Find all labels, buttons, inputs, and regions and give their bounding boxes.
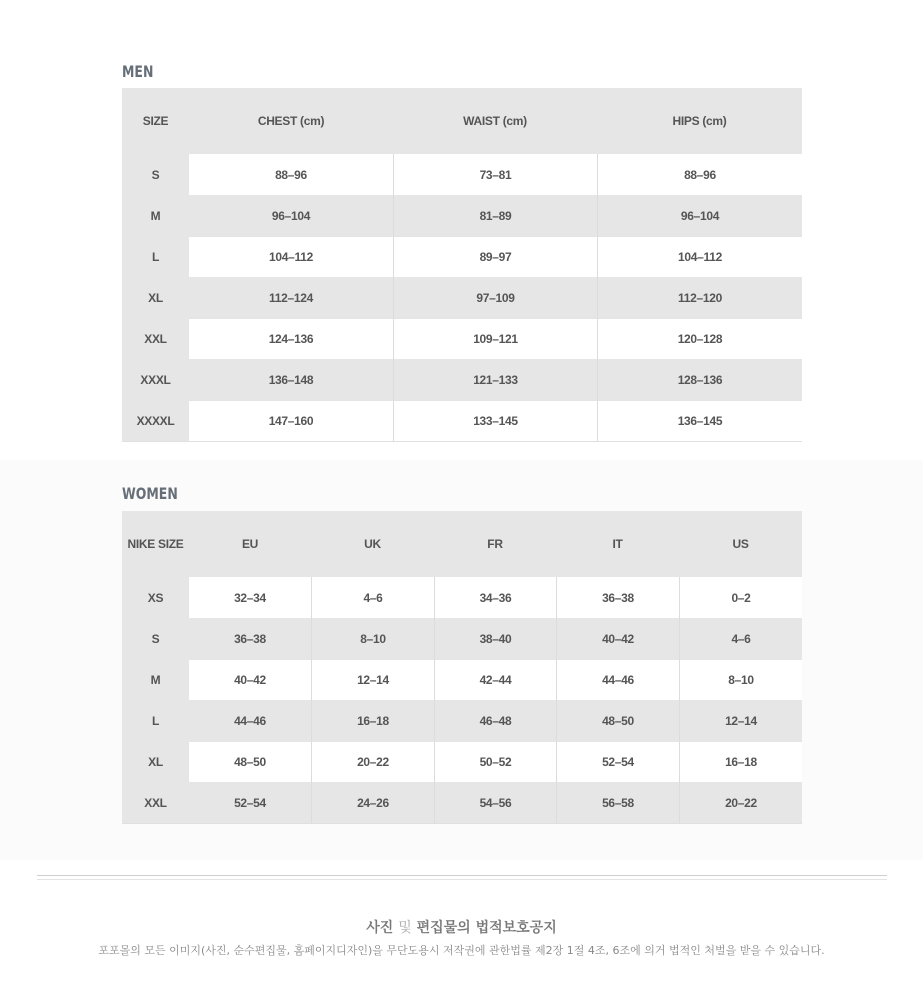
men-measure-cell: 112–120: [597, 277, 802, 318]
women-measure-cell: 20–22: [679, 782, 802, 823]
men-size-label-cell: XXXL: [122, 359, 189, 400]
men-measure-cell: 104–112: [597, 236, 802, 277]
women-measure-cell: 20–22: [311, 741, 434, 782]
men-measure-cell: 121–133: [393, 359, 597, 400]
women-measure-cell: 32–34: [189, 577, 311, 618]
women-measure-cell: 8–10: [679, 659, 802, 700]
footer-divider-secondary: [37, 879, 887, 880]
women-measure-cell: 12–14: [311, 659, 434, 700]
men-header-cell: WAIST (cm): [393, 88, 597, 154]
women-header-cell: IT: [556, 511, 679, 577]
women-measure-cell: 36–38: [189, 618, 311, 659]
women-measure-cell: 48–50: [189, 741, 311, 782]
legal-notice-title-part1: 사진: [366, 920, 399, 936]
women-header-cell: FR: [434, 511, 556, 577]
women-measure-cell: 36–38: [556, 577, 679, 618]
women-measure-cell: 40–42: [556, 618, 679, 659]
men-measure-cell: 89–97: [393, 236, 597, 277]
women-size-label-cell: XS: [122, 577, 189, 618]
legal-notice-title-part3: 편집물의 법적보호공지: [411, 920, 557, 936]
men-size-table: [122, 88, 802, 442]
men-measure-cell: 136–145: [597, 400, 802, 441]
women-measure-cell: 12–14: [679, 700, 802, 741]
women-measure-cell: 4–6: [679, 618, 802, 659]
women-measure-cell: 16–18: [311, 700, 434, 741]
women-measure-cell: 40–42: [189, 659, 311, 700]
men-measure-cell: 147–160: [189, 400, 393, 441]
women-size-label-cell: L: [122, 700, 189, 741]
men-measure-cell: 96–104: [189, 195, 393, 236]
men-size-label-cell: M: [122, 195, 189, 236]
men-measure-cell: 81–89: [393, 195, 597, 236]
men-measure-cell: 88–96: [189, 154, 393, 195]
men-measure-cell: 120–128: [597, 318, 802, 359]
women-measure-cell: 48–50: [556, 700, 679, 741]
women-size-label-cell: XXL: [122, 782, 189, 823]
women-header-cell: US: [679, 511, 802, 577]
men-measure-cell: 133–145: [393, 400, 597, 441]
men-measure-cell: 88–96: [597, 154, 802, 195]
women-size-label-cell: XL: [122, 741, 189, 782]
men-size-label-cell: XXL: [122, 318, 189, 359]
legal-notice-body: 포포몰의 모든 이미지(사진, 순수편집물, 홈페이지디자인)을 무단도용시 저작권에 관한법률 제2장 1절 4조, 6조에 의거 법적인 처벌을 받을 수 있습니다.: [98, 944, 825, 957]
men-section-title: MEN: [122, 62, 154, 81]
women-section-title: WOMEN: [122, 484, 178, 503]
women-size-table: [122, 511, 802, 824]
men-size-label-cell: S: [122, 154, 189, 195]
men-measure-cell: 73–81: [393, 154, 597, 195]
women-measure-cell: 4–6: [311, 577, 434, 618]
women-size-label-cell: S: [122, 618, 189, 659]
women-header-cell: NIKE SIZE: [122, 511, 189, 577]
women-size-label-cell: M: [122, 659, 189, 700]
men-header-cell: CHEST (cm): [189, 88, 393, 154]
women-measure-cell: 38–40: [434, 618, 556, 659]
men-measure-cell: 104–112: [189, 236, 393, 277]
men-size-label-cell: XL: [122, 277, 189, 318]
men-measure-cell: 97–109: [393, 277, 597, 318]
legal-notice-title: [0, 917, 923, 937]
women-measure-cell: 44–46: [556, 659, 679, 700]
women-measure-cell: 24–26: [311, 782, 434, 823]
women-measure-cell: 52–54: [556, 741, 679, 782]
women-measure-cell: 34–36: [434, 577, 556, 618]
women-measure-cell: 50–52: [434, 741, 556, 782]
men-measure-cell: 96–104: [597, 195, 802, 236]
women-measure-cell: 52–54: [189, 782, 311, 823]
women-header-cell: EU: [189, 511, 311, 577]
women-measure-cell: 46–48: [434, 700, 556, 741]
women-measure-cell: 16–18: [679, 741, 802, 782]
men-measure-cell: 136–148: [189, 359, 393, 400]
women-header-cell: UK: [311, 511, 434, 577]
men-measure-cell: 112–124: [189, 277, 393, 318]
men-measure-cell: 128–136: [597, 359, 802, 400]
women-measure-cell: 42–44: [434, 659, 556, 700]
men-measure-cell: 109–121: [393, 318, 597, 359]
men-header-cell: SIZE: [122, 88, 189, 154]
legal-notice-title-part2: 및: [398, 920, 412, 936]
women-measure-cell: 0–2: [679, 577, 802, 618]
men-size-label-cell: L: [122, 236, 189, 277]
women-measure-cell: 44–46: [189, 700, 311, 741]
footer-divider: [37, 875, 887, 876]
women-measure-cell: 8–10: [311, 618, 434, 659]
men-size-label-cell: XXXXL: [122, 400, 189, 441]
men-header-cell: HIPS (cm): [597, 88, 802, 154]
women-measure-cell: 56–58: [556, 782, 679, 823]
women-measure-cell: 54–56: [434, 782, 556, 823]
men-measure-cell: 124–136: [189, 318, 393, 359]
